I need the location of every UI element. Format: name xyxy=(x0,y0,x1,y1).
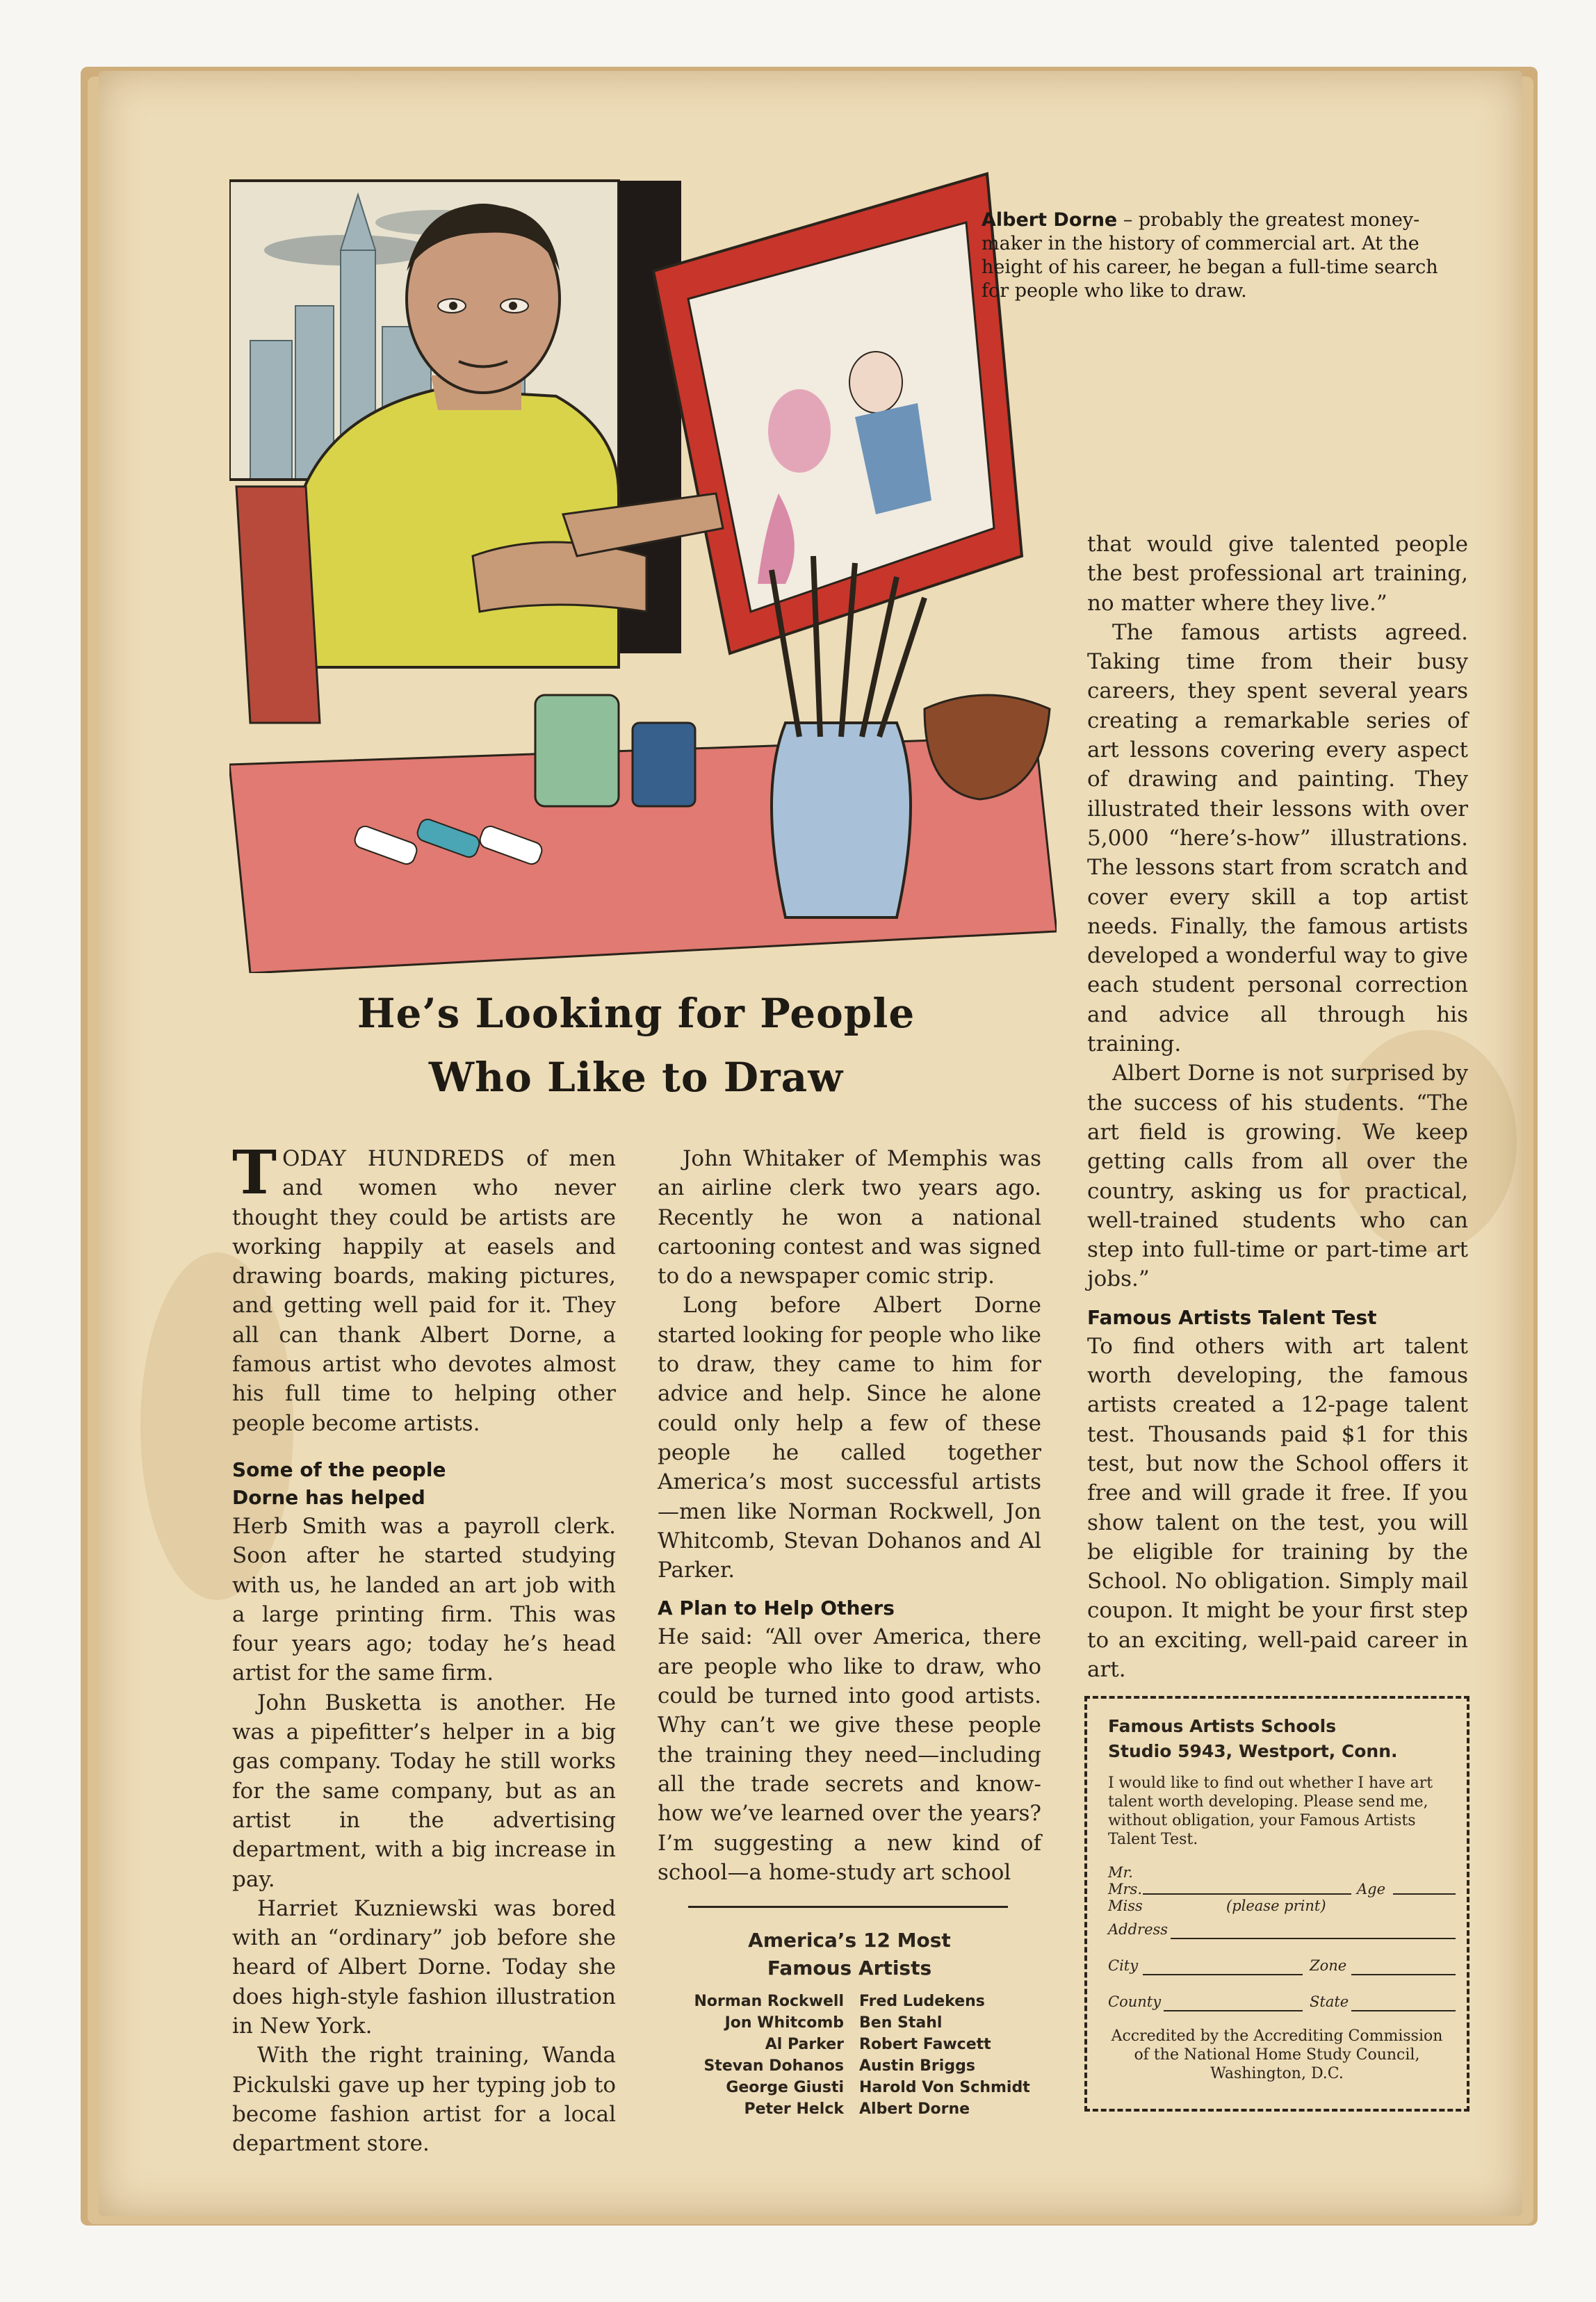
paragraph-not-surprised: Albert Dorne is not surprised by the success of his students. “The art field is growing. We keep getting calls from all over the country, asking us for practical, well-trained students who can step into full-time or part-time art jobs.” xyxy=(1087,1061,1468,1292)
coupon-county-field[interactable] xyxy=(1108,1993,1446,2014)
artists-box-title xyxy=(658,1927,1041,1982)
paragraph-john-whitaker: John Whitaker of Memphis was an airline clerk two years ago. Recently he won a national cartooning contest and was signed to do a newspaper comic strip. xyxy=(658,1146,1041,1289)
article-column-2 xyxy=(658,1144,1041,1887)
section-divider xyxy=(688,1906,1008,1908)
artist-name: Al Parker xyxy=(765,2036,844,2053)
coupon-mr-label: Mr. xyxy=(1108,1864,1133,1881)
artists-title-line-1: America’s 12 Most xyxy=(748,1929,951,1952)
caption-text: – probably the greatest money-maker in the history of commercial art. At the height of his career, he began a full-time search for people who like to draw. xyxy=(982,209,1438,302)
coupon-name-fields xyxy=(1108,1864,1446,2014)
illustration-caption xyxy=(982,209,1468,303)
artist-name: Ben Stahl xyxy=(859,2014,943,2032)
coupon-city-label: City xyxy=(1108,1957,1139,1974)
artist-name: Austin Briggs xyxy=(859,2057,975,2075)
subhead-talent-test: Famous Artists Talent Test xyxy=(1087,1305,1377,1329)
artists-list xyxy=(653,1991,1050,2120)
coupon-name-field[interactable] xyxy=(1108,1881,1446,1897)
subhead-line-2: Dorne has helped xyxy=(232,1485,425,1509)
subhead-people-helped xyxy=(232,1456,616,1512)
paragraph-continued: that would give talented people the best professional art training, no matter where they live.” xyxy=(1087,532,1468,616)
paragraph-john-busketta: John Busketta is another. He was a pipefitter’s helper in a big gas company. Today he still works for the same company, but as an artist in the advertising department, with a big increase in pay. xyxy=(232,1690,616,1892)
paragraph-wanda: With the right training, Wanda Pickulski gave up her typing job to become fashion artist for a local department store. xyxy=(232,2043,616,2157)
subhead-plan: A Plan to Help Others xyxy=(658,1597,895,1620)
drop-cap: T xyxy=(232,1138,277,1208)
coupon-address: Studio 5943, Westport, Conn. xyxy=(1108,1741,1398,1761)
headline-line-1: He’s Looking for People xyxy=(357,990,915,1037)
caption-name: Albert Dorne xyxy=(982,209,1118,231)
article-column-3 xyxy=(1087,530,1468,1684)
coupon-county-label: County xyxy=(1108,1993,1162,2010)
coupon-accreditation: Accredited by the Accrediting Commission of the National Home Study Council, Washington, D.C. xyxy=(1111,2027,1443,2082)
paragraph-talent-test: To find others with art talent worth developing, the famous artists created a 12-page talent test. Thousands paid $1 for this test, but now the School offers it free and will grade it free. If you show talent on the test, you will be eligible for training by the School. No obligation. Simply mail coupon. It might be your first step to an exciting, well-paid career in art. xyxy=(1087,1333,1468,1682)
artist-name: Peter Helck xyxy=(744,2100,844,2118)
intro-smallcaps: ODAY HUNDREDS xyxy=(282,1146,505,1171)
intro-paragraph xyxy=(232,1138,616,1438)
artist-name: George Giusti xyxy=(726,2079,844,2096)
article-column-1 xyxy=(232,1138,616,2159)
artist-name: Robert Fawcett xyxy=(859,2036,991,2053)
artist-name: Jon Whitcomb xyxy=(724,2014,844,2032)
paragraph-harriet: Harriet Kuzniewski was bored with an “ordinary” job before she heard of Albert Dorne. Today she does high-style fashion illustration in New York. xyxy=(232,1895,616,2039)
coupon-zone-label: Zone xyxy=(1310,1957,1347,1974)
coupon-org: Famous Artists Schools xyxy=(1108,1716,1337,1736)
headline-line-2: Who Like to Draw xyxy=(428,1054,844,1101)
artist-name: Albert Dorne xyxy=(859,2100,970,2118)
coupon-miss-label: Miss xyxy=(1108,1897,1143,1914)
intro-text: of men and women who never thought they could be artists are working happily at easels and drawing boards, making pictures, and getting well paid for it. They all can thank Albert Dorne, a famous artist who devotes almost his full time to helping other people become artists. xyxy=(232,1146,616,1436)
paragraph-herb-smith: Herb Smith was a payroll clerk. Soon after he started studying with us, he landed an art job with a large printing firm. This was four years ago; today he’s head artist for the same firm. xyxy=(232,1513,616,1686)
coupon-age-label: Age xyxy=(1357,1881,1386,1897)
coupon-body: I would like to find out whether I have art talent worth developing. Please send me, without obligation, your Famous Artists Talent Test. xyxy=(1108,1774,1433,1848)
coupon-address-field[interactable] xyxy=(1108,1921,1446,1942)
coupon-city-field[interactable] xyxy=(1108,1957,1446,1978)
coupon-please-print: (please print) xyxy=(1226,1897,1326,1914)
paragraph-famous-agreed: The famous artists agreed. Taking time from their busy careers, they spent several years creating a remarkable series of art lessons covering every aspect of drawing and painting. They illustrated their lessons with over 5,000 “here’s-how” illustrations. The lessons start from scratch and cover every skill a top artist needs. Finally, the famous artists developed a wonderful way to give each student personal correction and advice all through his training. xyxy=(1087,619,1468,1057)
headline xyxy=(229,981,1043,1109)
artist-name: Fred Ludekens xyxy=(859,1993,985,2010)
mail-coupon[interactable] xyxy=(1084,1696,1469,2112)
artist-name: Norman Rockwell xyxy=(694,1993,844,2010)
coupon-miss-row xyxy=(1108,1897,1446,1916)
paragraph-plan: He said: “All over America, there are people who like to draw, who could be turned into good artists. Why can’t we give these people the training they need—including all the trade secrets and know-how we’ve learned over the years? I’m suggesting a new kind of school—a home-study art school xyxy=(658,1624,1041,1885)
coupon-mrs-label: Mrs. xyxy=(1108,1881,1142,1897)
subhead-line-1: Some of the people xyxy=(232,1458,446,1481)
artist-name: Harold Von Schmidt xyxy=(859,2079,1030,2096)
artists-title-line-2: Famous Artists xyxy=(767,1957,932,1979)
coupon-address-label: Address xyxy=(1108,1921,1168,1938)
coupon-state-label: State xyxy=(1310,1993,1349,2010)
artist-name: Stevan Dohanos xyxy=(703,2057,844,2075)
paragraph-long-before: Long before Albert Dorne started looking for people who like to draw, they came to him for advice and help. Since he alone could only help a few of these people he called together America’s most successful artists—men like Norman Rockwell, Jon Whitcomb, Stevan Dohanos and Al Parker. xyxy=(658,1293,1041,1583)
albert-dorne-illustration xyxy=(229,167,1057,973)
